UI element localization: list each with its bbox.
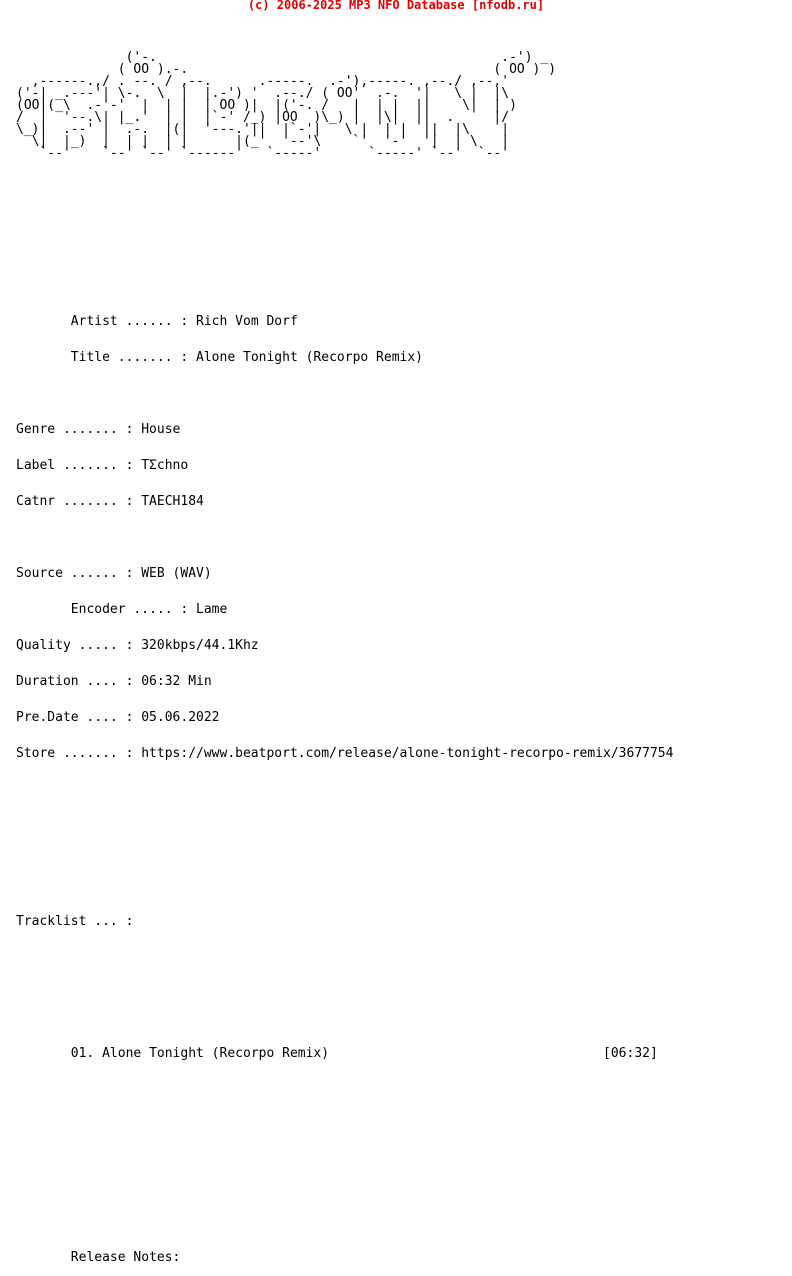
- title-value: Alone Tonight (Recorpo Remix): [196, 350, 424, 365]
- source-label: Source ......: [16, 566, 118, 581]
- encoder-value: Lame: [196, 602, 228, 617]
- catnr-label: Catnr .......: [16, 494, 118, 509]
- title-line: Title ....... : Alone Tonight (Recorpo Remix): [70, 350, 424, 365]
- ascii-logo-line: (OO|(_\ .-'-' | | | | OO )| |('-. / | | | || \| | ): [16, 98, 517, 113]
- release-notes-heading: Release Notes:: [70, 1250, 181, 1265]
- duration-label: Duration ....: [16, 674, 118, 689]
- catnr-line: Catnr ....... : TAECH184: [16, 494, 204, 509]
- release-notes-line: [16, 1252, 673, 1264]
- track-duration: [06:32]: [603, 1046, 658, 1061]
- tracklist-heading: Tracklist ... :: [16, 914, 134, 929]
- store-label: Store .......: [16, 746, 118, 761]
- genre-line: Genre ....... : House: [16, 422, 181, 437]
- quality-line: Quality ..... : 320kbps/44.1Khz: [16, 638, 259, 653]
- predate-value: 05.06.2022: [141, 710, 220, 725]
- ascii-logo-line: \_)| .--' | .-. |(| '---.'|| |`-'| \ | | | || |\ |: [16, 122, 510, 137]
- genre-label: Genre .......: [16, 422, 118, 437]
- artist-label: Artist ......: [70, 314, 173, 329]
- ascii-logo-line: ,------.,/ . --. / ,--. .-----. .-'),-----. ,--./ ,--,': [16, 74, 510, 89]
- ascii-logo-line: ('-| _.---'| \-. \ | |.-') ' .--./ ( OO' .-. '| \ | |\: [16, 86, 510, 101]
- title-label: Title .......: [70, 350, 173, 365]
- label-label: Label .......: [16, 458, 118, 473]
- genre-value: House: [141, 422, 181, 437]
- quality-label: Quality .....: [16, 638, 118, 653]
- store-line: Store ....... : https://www.beatport.com/release/alone-tonight-recorpo-remix/3677754: [16, 746, 674, 761]
- encoder-label: Encoder .....: [70, 602, 173, 617]
- ascii-logo-line: ('-. .-') _: [16, 50, 549, 65]
- artist-line: Artist ...... : Rich Vom Dorf: [70, 314, 298, 329]
- label-line: Label ....... : TΣchno: [16, 458, 189, 473]
- predate-label: Pre.Date ....: [16, 710, 118, 725]
- track-number: 01.: [70, 1046, 95, 1061]
- duration-value: 06:32 Min: [141, 674, 212, 689]
- quality-value: 320kbps/44.1Khz: [141, 638, 259, 653]
- ascii-logo-line: `--' `--' `--' `------' `-----' `-----' `--' `--': [16, 146, 510, 161]
- ascii-logo: [16, 40, 673, 160]
- store-link[interactable]: https://www.beatport.com/release/alone-tonight-recorpo-remix/3677754: [141, 746, 674, 761]
- ascii-logo-line: ( OO ).-. ( OO ) ): [16, 62, 557, 77]
- source-line: Source ...... : WEB (WAV): [16, 566, 212, 581]
- duration-line: Duration .... : 06:32 Min: [16, 674, 212, 689]
- label-value: TΣchno: [141, 458, 189, 473]
- nfo-document: [16, 16, 673, 1276]
- predate-line: Pre.Date .... : 05.06.2022: [16, 710, 220, 725]
- encoder-line: Encoder ..... : Lame: [70, 602, 228, 617]
- ascii-logo-line: \| |_) | | | | | |(_' '--'\ `' '-' '| | \ |: [16, 134, 510, 149]
- ascii-logo-line: / | '--.\| |_.' | | |`-' /_) |OO )\_) | |\| || . |/: [16, 110, 510, 125]
- artist-value: Rich Vom Dorf: [196, 314, 298, 329]
- site-header: (c) 2006-2025 MP3 NFO Database [nfodb.ru]: [247, 0, 545, 12]
- source-value: WEB (WAV): [141, 566, 212, 581]
- track-row: [16, 1048, 673, 1060]
- track-title: Alone Tonight (Recorpo Remix): [102, 1046, 330, 1061]
- catnr-value: TAECH184: [141, 494, 204, 509]
